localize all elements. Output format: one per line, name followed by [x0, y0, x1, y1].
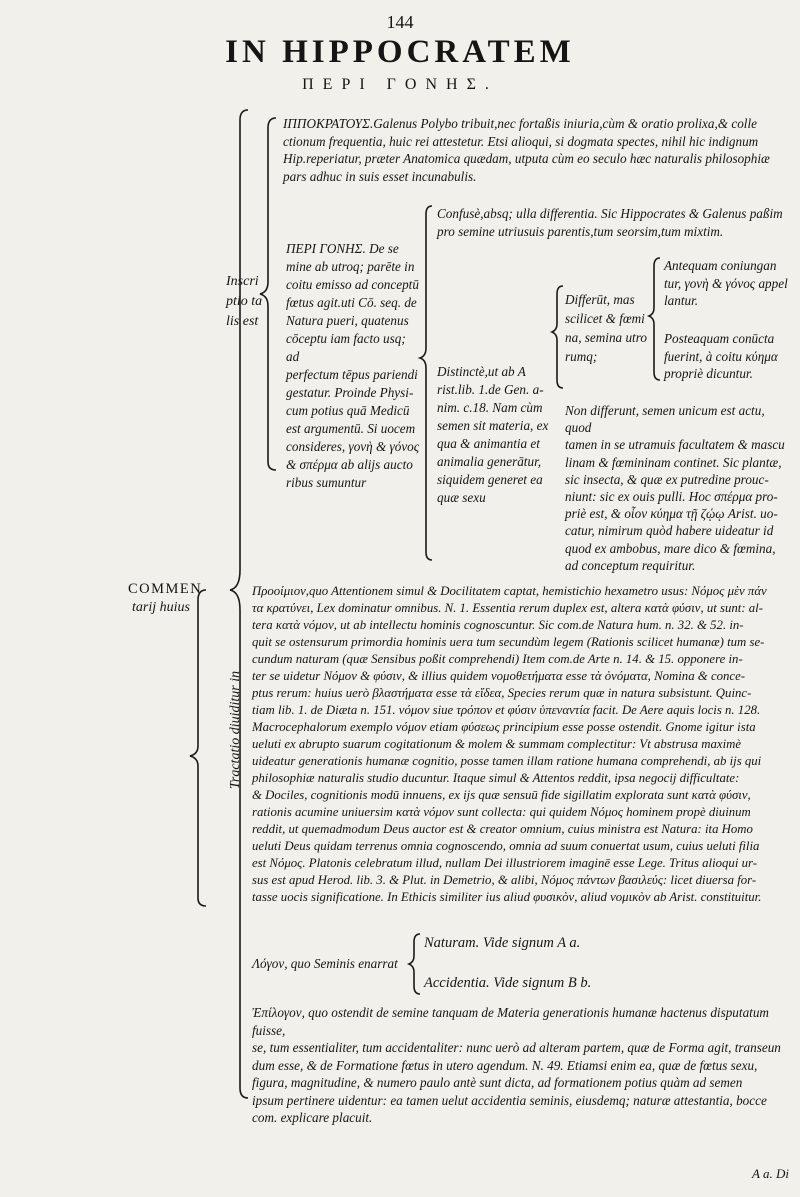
main-label-tarij: tarij huius: [132, 600, 190, 615]
accidentia-entry: Accidentia. Vide signum B b.: [424, 975, 592, 991]
tractatio-bracket: [190, 590, 206, 906]
logos-label: Λόγον, quo Seminis enarrat: [252, 956, 398, 971]
peri-gones-text: ΠΕΡΙ ΓΟΝΗΣ. De se mine ab utroq; parēte in coitu emisso ad conceptū fœtus agit.uti Cō. seq. de Natura pueri, quatenus cōceptu iam facto usq; ad perfectum tēpus pariendi gestatur. Proinde Physi- cum potius quā Medicū est argumentū. Si uocem consideres, γονὴ & γόνος & σπέρμα ab alijs aucto ribus sumuntur: [286, 241, 420, 490]
prooemium-text: Προοίμιον,quo Attentionem simul & Docilitatem captat, hemistichio hexametro usus: Νόμος μὲν πάν τα κρατύνει, Lex dominatur omnibus. N. 1. Essentia rerum duplex est, altera κατὰ φύσιν, ut sunt: al- tera κατὰ νόμον, ut ab intellectu hominis cognoscuntur. Sic com.de Natura hum. n. 32. & 52. in- quit se ostensurum primordia hominis uera tum secundùm legem (Rationis scilicet humanæ) tum se- cundum naturam (quæ Sensibus poßit comprehendi) Item com.de Arte n. 14. & 15. opponere in- ter se uidetur Νόμον & φύσιν, & illius quidem νομοθετήματα esse τὰ ὀνόματα, Nomina & conce- ptus rerum: huius uerò βλαστήματα esse τὰ εἴδεα, Species rerum quæ in natura subsistunt. Quinc- tiam lib. 1. de Diæta n. 151. νόμον siue τρόπον et φύσιν ὑπεναντία facit. De Aere aquis locis n. 128. Macrocephalorum exemplo νόμον etiam φύσεως principium esse posse ostendit. Gnome igitur ista ueluti ex abrupto suarum cogitationum & molem & summam complectitur: Vt abstrusa maximè uideatur generationis humanæ cognitio, posse tamen illam ratione humana comprehendi, ab ijs qui philosophiæ naturalis studio ducuntur. Itaque simul & Attentos reddit, ipsa negocij difficultate: & Dociles, cognitionis modū innuens, ex ijs quæ sensuū fide sigillatim explorata sunt κατὰ φύσιν, rationis acumine uniuersim κατὰ νόμον sunt collecta: qui quidem Νόμος hominem propè diuinum reddit, ut quemadmodum Deus auctor est & creator omnium, cuius ministra est Natura: ita Homo ueluti Deus quidam terrenus omnia cognoscendo, omnia ad suum conuertat usum, cuius ueluti filia est Νόμος. Platonis celebratum illud, nullam Dei illustriorem imaginē esse Lege. Tritus alioqui ur- sus est apud Herod. lib. 3. & Plut. in Demetrio, & alibi, Νόμος πάντων βασιλεύς: licet diuersa for- tasse uocis significatione. In Ethicis similiter ius aliud φυσικὸν, aliud νομικὸν ab Arist. constituitur.: [252, 584, 767, 904]
page-number: 144: [386, 12, 414, 32]
posteaquam-text: Posteaquam conūcta fuerint, à coitu κύημα propriè dicuntur.: [664, 331, 778, 382]
logos-bracket: [409, 934, 420, 994]
catchword: A a. Di: [752, 1166, 789, 1181]
inscriptio-label: Inscri ptio ta lis est: [226, 274, 263, 329]
distincte-text: Distinctè,ut ab A rist.lib. 1.de Gen. a- nim. c.18. Nam cùm semen sit materia, ex qua & animantia et animalia generātur, siquidem generet ea quæ sexu: [437, 364, 549, 505]
antequam-text: Antequam coniungan tur, γονὴ & γόνος appel lantur.: [664, 258, 788, 309]
epilogos-text: Ἐπίλογον, quo ostendit de semine tanquam de Materia generationis humanæ hactenus disputatum fuisse, se, tum essentialiter, tum accidentaliter: nunc uerò ad alteram partem, quæ de Forma agit, transeun dum esse, & de Formatione fœtus in utero agendum. N. 49. Etiamsi enim ea, quæ de fœtus sexu, figura, magnitudine, & numero paulo antè sunt dicta, ad formationem potius quàm ad semen ipsum pertinere uidentur: ea tamen uelut accidentia seminis, eiusdemq; naturæ attestantia, bocce com. explicare placuit.: [252, 1005, 781, 1125]
inscriptio-intro: ΙΠΠΟΚΡΑΤΟΥΣ.Galenus Polybo tribuit,nec fortaßis iniuria,cùm & oratio prolixa,& colle ctionum frequentia, huic rei attestetur. Etsi alioqui, si dogmata spectes, nihil hic indignum Hip.reperiatur, præter Anatomica quædam, utputa cùm eo seculo hæc naturalis philosophiæ pars adhuc in suis esset incunabulis.: [283, 116, 770, 184]
page-subtitle: ΠΕΡΙ ΓΟΝΗΣ.: [302, 76, 498, 93]
naturam-entry: Naturam. Vide signum A a.: [424, 935, 581, 951]
non-differunt-text: Non differunt, semen unicum est actu, quod tamen in se utramuis facultatem & mascu linam & fœmininam continet. Sic plantæ, sic insecta, & quæ ex putredine prouc- niunt: sic ex ouis pulli. Hoc σπέρμα pro- priè est, & οἷον κύημα τῇ ζῴῳ Arist. uo- catur, nimirum quòd habere uideatur id quod ex ambobus, mare dico & fœmina, ad conceptum requiritur.: [565, 403, 785, 573]
tractatio-label: Tractatio diuiditur in: [228, 670, 243, 790]
confuse-text: Confusè,absq; ulla differentia. Sic Hippocrates & Galenus paßim pro semine utriusuis parentis,tum seorsim,tum mixtim.: [437, 206, 783, 239]
page-title: IN HIPPOCRATEM: [225, 34, 575, 70]
inscriptio-bracket: [260, 118, 276, 470]
main-label-commen: COMMEN: [128, 581, 203, 597]
differunt-text: Differūt, mas scilicet & fœmi na, semina utro rumq;: [565, 292, 647, 364]
main-bracket: [230, 110, 248, 1098]
